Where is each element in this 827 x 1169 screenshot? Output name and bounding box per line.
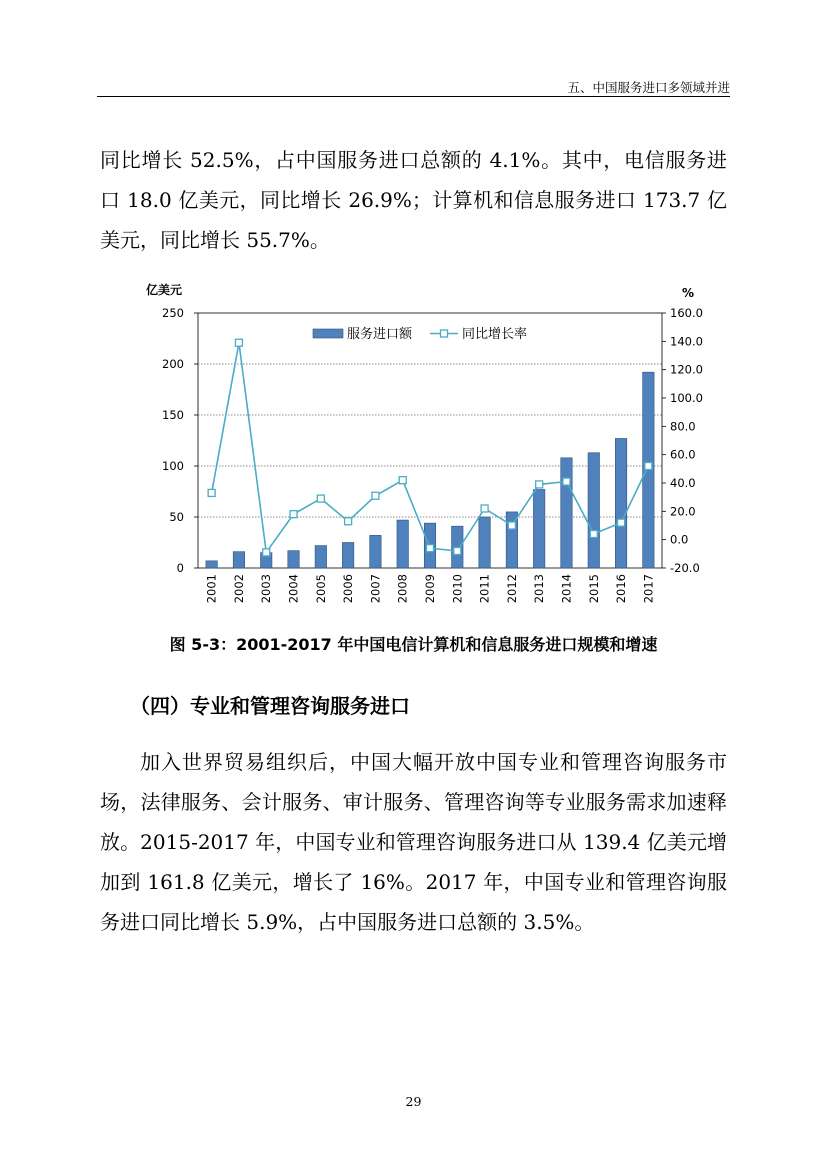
legend-line-marker bbox=[441, 330, 448, 337]
x-tick-label: 2011 bbox=[477, 574, 492, 604]
bar bbox=[397, 520, 408, 568]
x-tick-label: 2001 bbox=[204, 574, 219, 604]
paragraph-1: 同比增长 52.5%，占中国服务进口总额的 4.1%。其中，电信服务进口 18.0 亿美元，同比增长 26.9%；计算机和信息服务进口 173.7 亿美元，同比增长 55.7%。 bbox=[100, 148, 727, 252]
paragraph-2: 加入世界贸易组织后，中国大幅开放中国专业和管理咨询服务市场，法律服务、会计服务、审计服务、管理咨询等专业服务需求加速释放。2015-2017 年，中国专业和管理咨询服务进口从 139.4 亿美元增加到 161.8 亿美元，增长了 16%。2017 年，中国专业和管理咨询服务进口同比增长 5.9%，占中国服务进口总额的 3.5%。 bbox=[100, 750, 727, 934]
growth-marker bbox=[290, 511, 297, 518]
x-tick-label: 2003 bbox=[259, 574, 274, 604]
y2-tick-label: 160.0 bbox=[670, 306, 703, 320]
x-tick-label: 2008 bbox=[395, 574, 410, 604]
y2-tick-label: 100.0 bbox=[670, 391, 703, 405]
bar bbox=[315, 546, 326, 568]
legend-bar-label: 服务进口额 bbox=[347, 327, 413, 342]
figure-caption: 图 5-3：2001-2017 年中国电信计算机和信息服务进口规模和增速 bbox=[169, 635, 658, 654]
x-tick-label: 2009 bbox=[423, 574, 437, 604]
growth-marker bbox=[481, 505, 488, 512]
x-tick-label: 2016 bbox=[614, 574, 629, 604]
y2-tick-label: 120.0 bbox=[670, 362, 703, 377]
growth-marker bbox=[645, 463, 652, 470]
y2-tick-label: 20.0 bbox=[670, 504, 696, 519]
growth-marker bbox=[399, 477, 406, 484]
growth-marker bbox=[508, 522, 515, 529]
y2-axis-label: % bbox=[682, 286, 695, 300]
header-title: 五、中国服务进口多领域并进 bbox=[567, 80, 730, 95]
bar bbox=[533, 489, 544, 568]
x-tick-label: 2012 bbox=[504, 574, 519, 604]
bar bbox=[288, 551, 299, 568]
bar bbox=[561, 458, 572, 568]
bar bbox=[206, 561, 217, 568]
growth-marker bbox=[317, 495, 324, 502]
growth-marker bbox=[235, 339, 242, 346]
y-tick-label: 150 bbox=[162, 408, 184, 422]
y2-tick-label: 40.0 bbox=[670, 476, 696, 490]
y2-tick-label: 140.0 bbox=[670, 334, 703, 349]
bar bbox=[342, 543, 353, 569]
bar bbox=[479, 517, 490, 568]
bar bbox=[588, 453, 599, 568]
growth-marker bbox=[263, 549, 270, 556]
growth-line bbox=[212, 343, 649, 553]
y2-tick-label: 60.0 bbox=[670, 447, 696, 462]
growth-marker bbox=[590, 531, 597, 538]
y2-tick-label: 80.0 bbox=[670, 419, 696, 434]
x-tick-label: 2013 bbox=[532, 574, 547, 604]
y-axis-label: 亿美元 bbox=[146, 283, 183, 297]
x-tick-label: 2014 bbox=[559, 574, 574, 604]
x-tick-label: 2002 bbox=[231, 574, 246, 604]
x-tick-label: 2007 bbox=[368, 574, 383, 604]
x-tick-label: 2017 bbox=[641, 574, 656, 604]
y2-tick-label: -20.0 bbox=[670, 561, 700, 575]
y-tick-label: 100 bbox=[162, 459, 184, 473]
growth-marker bbox=[208, 489, 215, 496]
growth-marker bbox=[454, 548, 461, 555]
growth-marker bbox=[618, 519, 625, 526]
y2-tick-label: 0.0 bbox=[670, 532, 689, 547]
x-tick-label: 2010 bbox=[450, 574, 465, 604]
y-tick-label: 250 bbox=[162, 306, 184, 320]
bar bbox=[233, 552, 244, 568]
growth-marker bbox=[536, 481, 543, 488]
bar bbox=[370, 535, 381, 568]
legend-bar-swatch bbox=[313, 329, 343, 338]
x-tick-label: 2005 bbox=[313, 574, 328, 604]
growth-marker bbox=[345, 518, 352, 525]
x-tick-label: 2004 bbox=[286, 574, 301, 604]
section-title: （四）专业和管理咨询服务进口 bbox=[130, 694, 410, 718]
growth-marker bbox=[372, 492, 379, 499]
x-tick-label: 2015 bbox=[586, 574, 601, 604]
x-tick-label: 2006 bbox=[341, 574, 356, 604]
header-rule bbox=[97, 96, 730, 97]
y-tick-label: 200 bbox=[162, 357, 184, 371]
bar bbox=[615, 438, 626, 568]
page-number: 29 bbox=[405, 1094, 422, 1109]
y-tick-label: 50 bbox=[169, 510, 184, 524]
growth-marker bbox=[427, 545, 434, 552]
y-tick-label: 0 bbox=[176, 561, 184, 575]
import-growth-chart bbox=[140, 280, 730, 620]
growth-marker bbox=[563, 478, 570, 485]
legend-line-label: 同比增长率 bbox=[462, 327, 528, 342]
